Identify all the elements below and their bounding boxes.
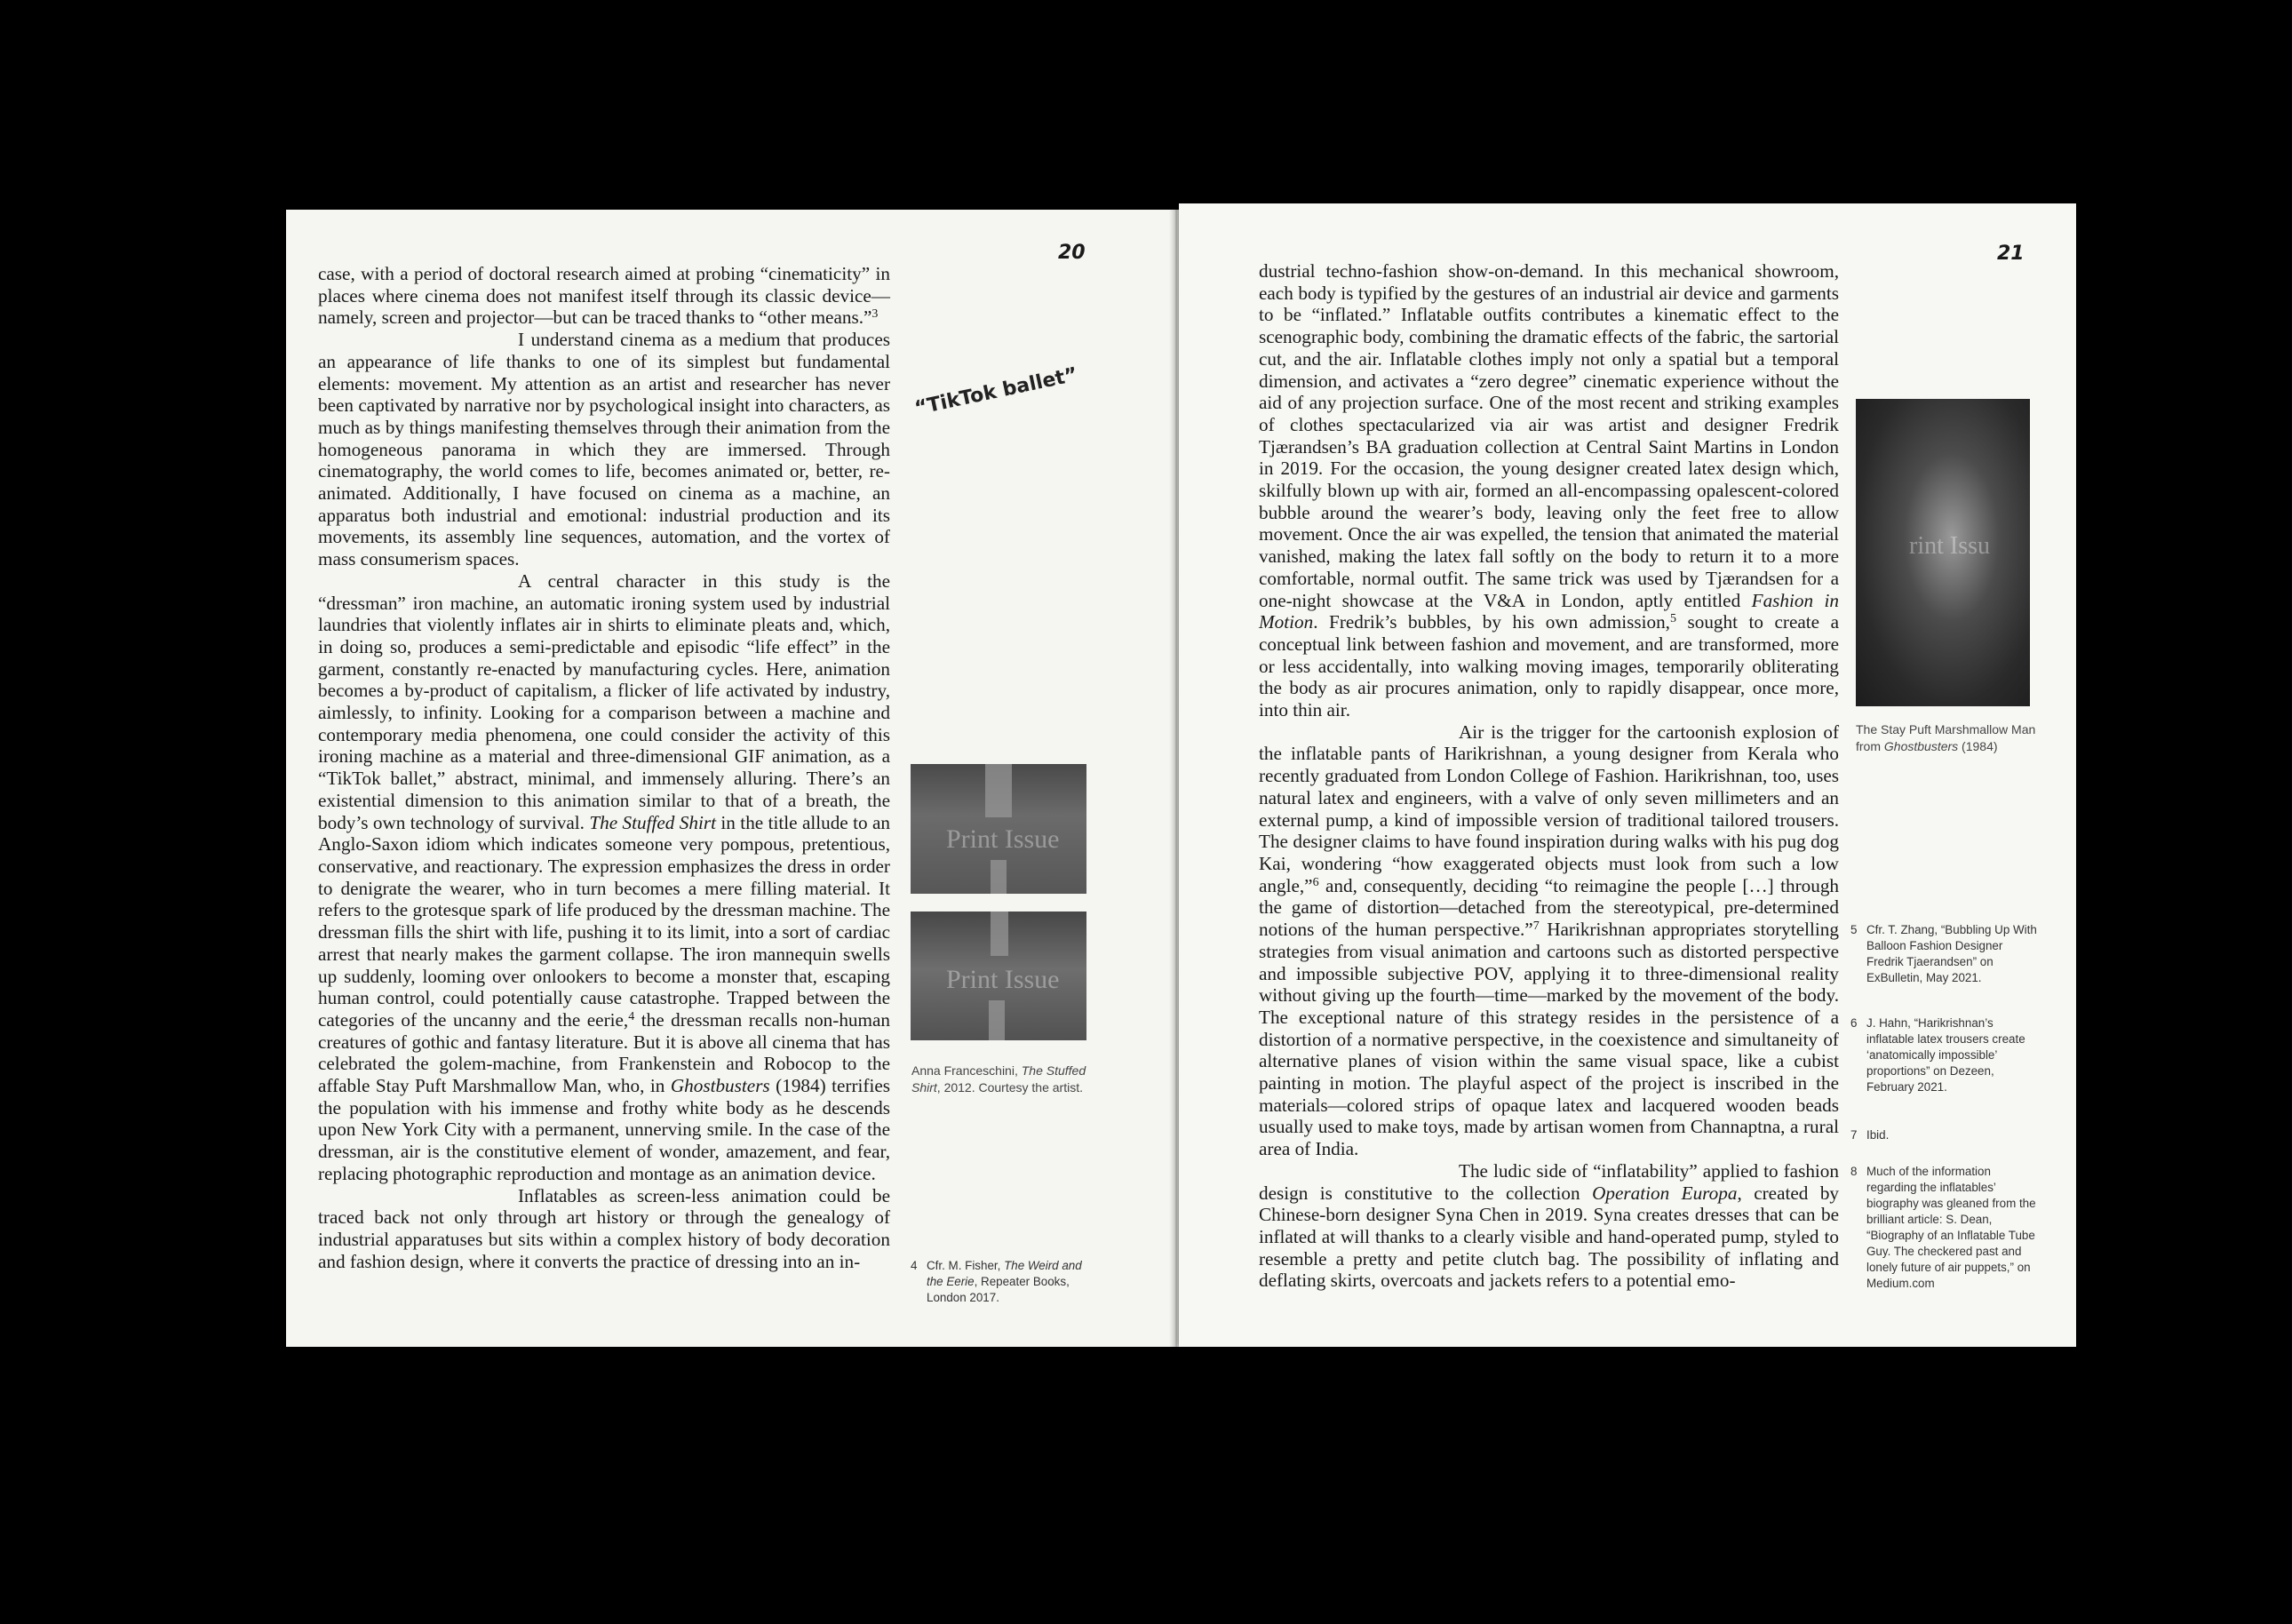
watermark: Print Issue: [946, 824, 1060, 854]
paragraph: A central character in this study is the “dressman” iron machine, an automatic ironing system used by industrial laundries that violently inflates air in shirts to eliminate pleats and, which, in doing so, produces a semi-predictable and episodic “life effect” in the garment, constantly re-enacted by manufacturing cycles. Here, animation becomes a by-product of capitalism, a flicker of life activated by industry, aimlessly, to infinity. Looking for a comparison between a machine and contemporary media phenomena, one could consider the activity of this ironing machine as a material and three-dimensional GIF animation, as a “TikTok ballet,” abstract, minimal, and immensely alluring. There’s an existential dimension to this animation similar to that of a breath, the body’s own technology of survival. The Stuffed Shirt in the title allude to an Anglo-Saxon idiom which indicates someone very pompous, pretentious, conservative, and reactionary. The expression emphasizes the dress in order to denigrate the wearer, who in turn becomes a mere filling material. It refers to the grotesque spark of life produced by the dressman machine. The dressman fills the shirt with life, pushing it to its limit, into a sort of cardiac arrest that nearly makes the garment collapse. The iron mannequin swells up suddenly, looming over onlookers to become a monster that, escaping human control, could potentially cause catastrophe. Trapped between the categories of the uncanny and the eerie,$^4$ the dressman recalls non-human creatures of gothic and fantasy literature. But it is above all cinema that has celebrated the golem-machine, from Frankenstein and Robocop to the affable Stay Puft Marshmallow Man, who, in Ghostbusters (1984) terrifies the population with his immense and frothy white body as he descends upon New York City with a permanent, unnerving smile. In the case of the dressman, air is the constitutive element of wonder, amazement, and fear, replacing photographic reproduction and montage as an animation device.: [318, 569, 891, 1184]
italic-title: Ghostbusters: [670, 1075, 770, 1097]
footnote: 8 Much of the information regarding the inflatables’ biography was gleaned from the brilliant article: S. Dean, “Biography of an Inflatable Tube Guy. The checkered past and lonely future of air puppets,” on Medium.com: [1850, 1165, 2036, 1290]
figure-caption: The Stay Puft Marshmallow Man from Ghostbusters (1984): [1856, 722, 2036, 753]
page-number: 20: [1058, 242, 1086, 264]
shirt-shape: [985, 764, 1012, 817]
italic-title: Fashion in Motion: [1259, 589, 1839, 633]
page-number: 21: [1997, 243, 2025, 265]
shirt-shape: [991, 860, 1007, 894]
paragraph: Air is the trigger for the cartoonish explosion of the inflatable pants of Harikrishnan, a young designer from Kerala who recently graduated from London College of Fashion. Harikrishnan, too, uses natural latex and engineers, with a valve of only seven millimeters and an external pump, a kind of impossible version of traditional tailored trousers. The designer claims to have found inspiration during walks with his pug dog Kai, wondering “how exaggerated objects must look from such a low angle,”$^6$ and, consequently, deciding “to reimagine the people […] through the game of distortion—detached from the stereotypical, pre-determined notions of the human perspective.”$^7$ Harikrishnan appropriates storytelling strategies from visual animation and cartoons such as distorted perspective and impossible subjective POV, applying it to three-dimensional reality without giving up the fourth—time—marked by the movement of the body. The exceptional nature of this strategy resides in the persistence of a distortion of a normative perspective, in the coexistence and simultaneity of alternative planes of vision within the same visual space, like a cubist painting in motion. The playful aspect of the project is inscribed in the materials—colored strips of opaque latex and lacquered wooden beads usually used to make toys, made by artisan women from Channaptna, a rural area of India.: [1259, 720, 1839, 1160]
footnote: 7 Ibid.: [1850, 1128, 1890, 1142]
footnote: 6 J. Hahn, “Harikrishnan’s inflatable latex trousers create ‘anatomically impossible’ proportions” on Dezeen, February 2021.: [1850, 1016, 2025, 1094]
footnote-ref: 4: [628, 1009, 635, 1023]
watermark: rint Issu: [1909, 532, 1990, 560]
watermark: Print Issue: [946, 965, 1060, 994]
footnote-ref: 5: [1669, 612, 1676, 626]
paragraph: I understand cinema as a medium that produces an appearance of life thanks to one of its simplest but fundamental elements: movement. My attention as an artist and researcher has never been captivated by narrative nor by psychological insight into characters, as much as by things manifesting themselves through their animation from the homogeneous panorama in which they are immersed. Through cinematography, the world comes to life, becomes animated or, better, re-animated. Additionally, I have focused on cinema as a machine, an apparatus both industrial and emotional: industrial production and its movements, its assembly line sequences, automation, and the vortex of mass consumerism spaces.: [318, 329, 890, 570]
figure-caption: Anna Franceschini, The Stuffed Shirt, 2012. Courtesy the artist.: [911, 1063, 1086, 1095]
footnote-ref: 7: [1532, 919, 1540, 934]
italic-title: Operation Europa: [1592, 1182, 1738, 1204]
pull-quote-headline: “TikTok ballet”: [912, 363, 1080, 420]
right-body-text: [1259, 260, 1839, 1292]
footnote: 5 Cfr. T. Zhang, “Bubbling Up With Balloon Fashion Designer Fredrik Tjaerandsen” on ExBulletin, May 2021.: [1850, 923, 2037, 984]
footnote-ref: 6: [1312, 875, 1319, 889]
footnote: 4 Cfr. M. Fisher, The Weird and the Eerie, Repeater Books, London 2017.: [911, 1259, 1082, 1304]
shirt-shape: [991, 912, 1008, 956]
stay-puft-photo: [1856, 399, 2030, 706]
footnote-number: 4: [911, 1259, 918, 1272]
stuffed-shirt-still-2: [911, 912, 1086, 1040]
paragraph: case, with a period of doctoral research aimed at probing “cinematicity” in places where cinema does not manifest itself through its classic device—namely, screen and projector—but can be traced thanks to “other means.”$^3$: [318, 263, 890, 329]
left-body-text: [318, 263, 890, 1272]
footnote-ref: 3: [871, 307, 879, 322]
italic-title: The Stuffed Shirt: [589, 811, 717, 833]
paragraph: dustrial techno-fashion show-on-demand. In this mechanical showroom, each body is typified by the gestures of an industrial air device and garments to be “inflated.” Inflatable outfits contributes a kinematic effect to the scenographic body, combining the dramatic effects of the fabric, the sartorial cut, and the air. Inflatable clothes imply not only a spatial but a temporal dimension, and activates a “zero degree” cinematic experience without the aid of any projection surface. One of the most recent and striking examples of clothes spectacularized via air was artist and designer Fredrik Tjærandsen’s BA graduation collection at Central Saint Martins in London in 2019. For the occasion, the young designer created latex design which, skilfully blown up with air, formed an all-encompassing opalescent-colored bubble around the wearer’s body, leaving only the feet free to allow movement. Once the air was expelled, the tension that animated the material vanished, making the latex fall softly on the body to return it to a more comfortable, normal outfit. The same trick was used by Tjærandsen for a one-night showcase at the V&A in London, aptly entitled Fashion in Motion. Fredrik’s bubbles, by his own admission,$^5$ sought to create a conceptual link between fashion and movement, and are transformed, more or less accidentally, into walking moving images, temporarily obliterating the body as air procures animation, only to rapidly disappear, once more, into thin air.: [1259, 260, 1840, 721]
paragraph: Inflatables as screen-less animation could be traced back not only through art history or through the genealogy of industrial apparatuses but sits within a complex history of body decoration and fashion design, where it converts the practice of dressing into an in-: [318, 1184, 890, 1272]
stuffed-shirt-still-1: [911, 764, 1086, 894]
shirt-shape: [989, 1000, 1005, 1040]
paragraph: The ludic side of “inflatability” applied to fashion design is constitutive to the collection Operation Europa, created by Chinese-born designer Syna Chen in 2019. Syna creates dresses that can be inflated at will thanks to a clearly visible and hand-operated pump, styled to resemble a pretty and petite clutch bag. The possibility of inflating and deflating skirts, overcoats and jackets refers to a potential emo-: [1259, 1159, 1840, 1292]
left-page: [286, 210, 1175, 1347]
